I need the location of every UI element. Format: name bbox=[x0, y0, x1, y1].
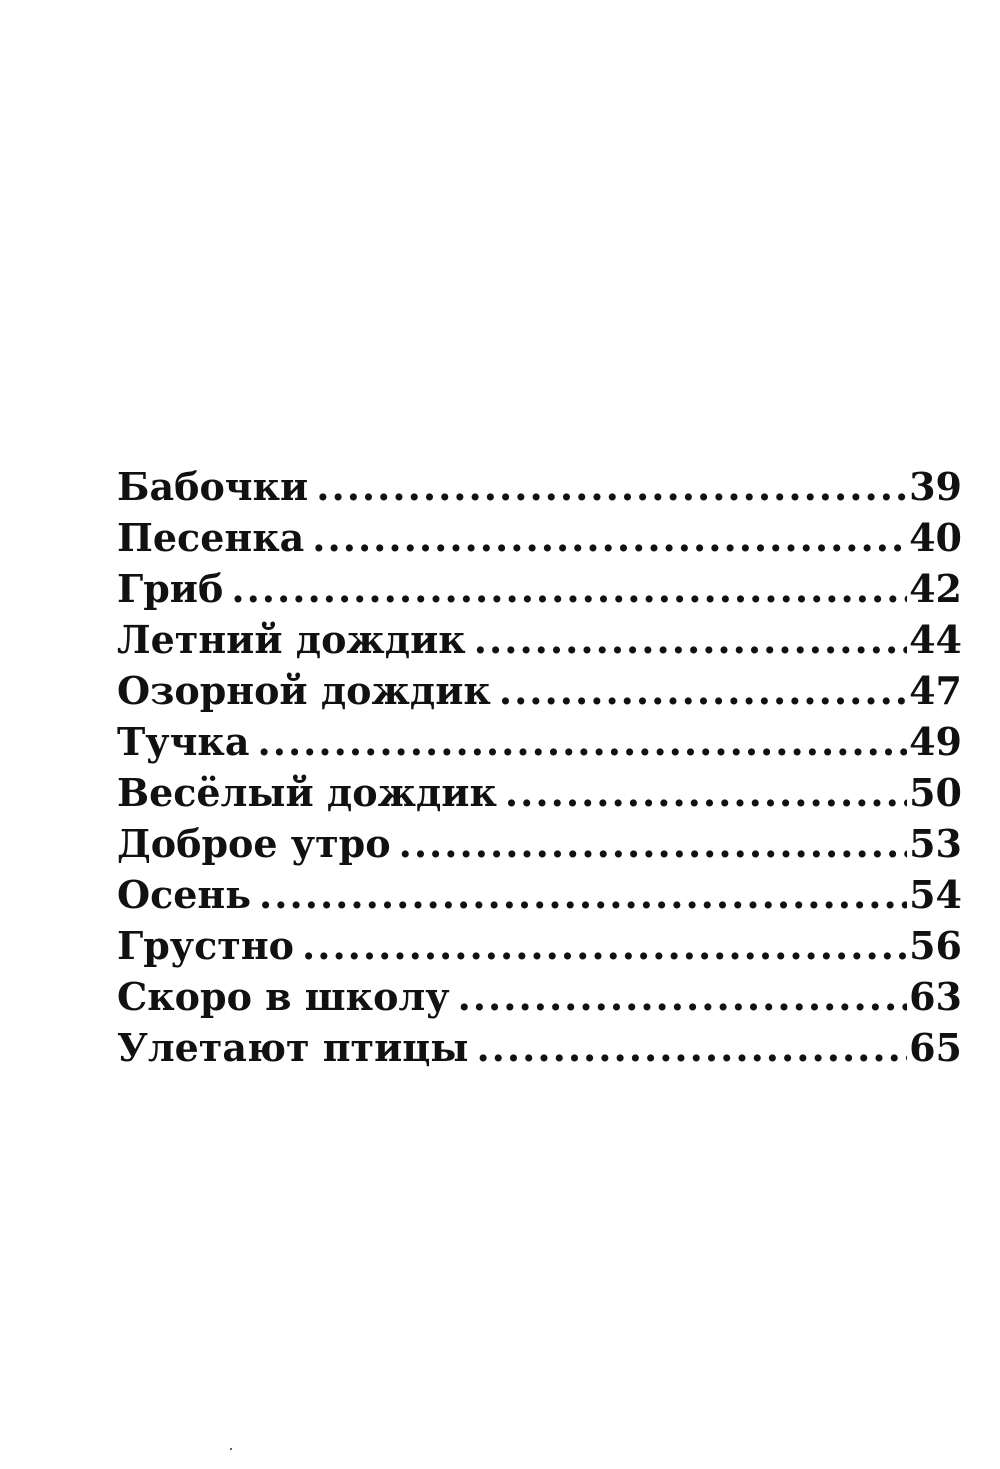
dot-leader bbox=[399, 821, 908, 866]
toc-entry bbox=[117, 617, 962, 668]
entry-page-number: 56 bbox=[909, 923, 962, 968]
entry-page-number: 39 bbox=[909, 464, 962, 509]
dot-leader bbox=[231, 566, 907, 611]
entry-title: Озорной дождик bbox=[117, 668, 491, 713]
toc-entry bbox=[117, 566, 962, 617]
toc-entry bbox=[117, 515, 962, 566]
entry-title: Доброе утро bbox=[117, 821, 391, 866]
toc-entry bbox=[117, 821, 962, 872]
entry-title: Бабочки bbox=[117, 464, 309, 509]
table-of-contents bbox=[117, 464, 962, 1076]
dot-leader bbox=[458, 974, 908, 1019]
dot-leader bbox=[474, 617, 907, 662]
dot-leader bbox=[302, 923, 907, 968]
entry-page-number: 54 bbox=[909, 872, 962, 917]
entry-title: Весёлый дождик bbox=[117, 770, 497, 815]
dot-leader bbox=[476, 1025, 907, 1070]
entry-title: Улетают птицы bbox=[117, 1025, 469, 1070]
entry-page-number: 65 bbox=[909, 1025, 962, 1070]
entry-page-number: 50 bbox=[909, 770, 962, 815]
entry-title: Грустно bbox=[117, 923, 294, 968]
dot-leader bbox=[257, 719, 907, 764]
toc-entry bbox=[117, 464, 962, 515]
entry-page-number: 40 bbox=[909, 515, 962, 560]
entry-page-number: 47 bbox=[909, 668, 962, 713]
dot-leader bbox=[259, 872, 907, 917]
entry-page-number: 63 bbox=[909, 974, 962, 1019]
dot-leader bbox=[312, 515, 907, 560]
toc-entry bbox=[117, 1025, 962, 1076]
dot-leader bbox=[505, 770, 907, 815]
dot-leader bbox=[499, 668, 907, 713]
toc-entry bbox=[117, 872, 962, 923]
entry-page-number: 49 bbox=[909, 719, 962, 764]
toc-entry bbox=[117, 974, 962, 1025]
dot-leader bbox=[316, 464, 907, 509]
entry-title: Скоро в школу bbox=[117, 974, 450, 1019]
toc-entry bbox=[117, 668, 962, 719]
entry-title: Осень bbox=[117, 872, 252, 917]
scan-speck bbox=[230, 1448, 232, 1450]
entry-title: Тучка bbox=[117, 719, 250, 764]
toc-entry bbox=[117, 719, 962, 770]
entry-page-number: 44 bbox=[909, 617, 962, 662]
entry-title: Песенка bbox=[117, 515, 305, 560]
entry-page-number: 53 bbox=[909, 821, 962, 866]
toc-entry bbox=[117, 770, 962, 821]
toc-entry bbox=[117, 923, 962, 974]
entry-page-number: 42 bbox=[909, 566, 962, 611]
entry-title: Летний дождик bbox=[117, 617, 466, 662]
entry-title: Гриб bbox=[117, 566, 224, 611]
